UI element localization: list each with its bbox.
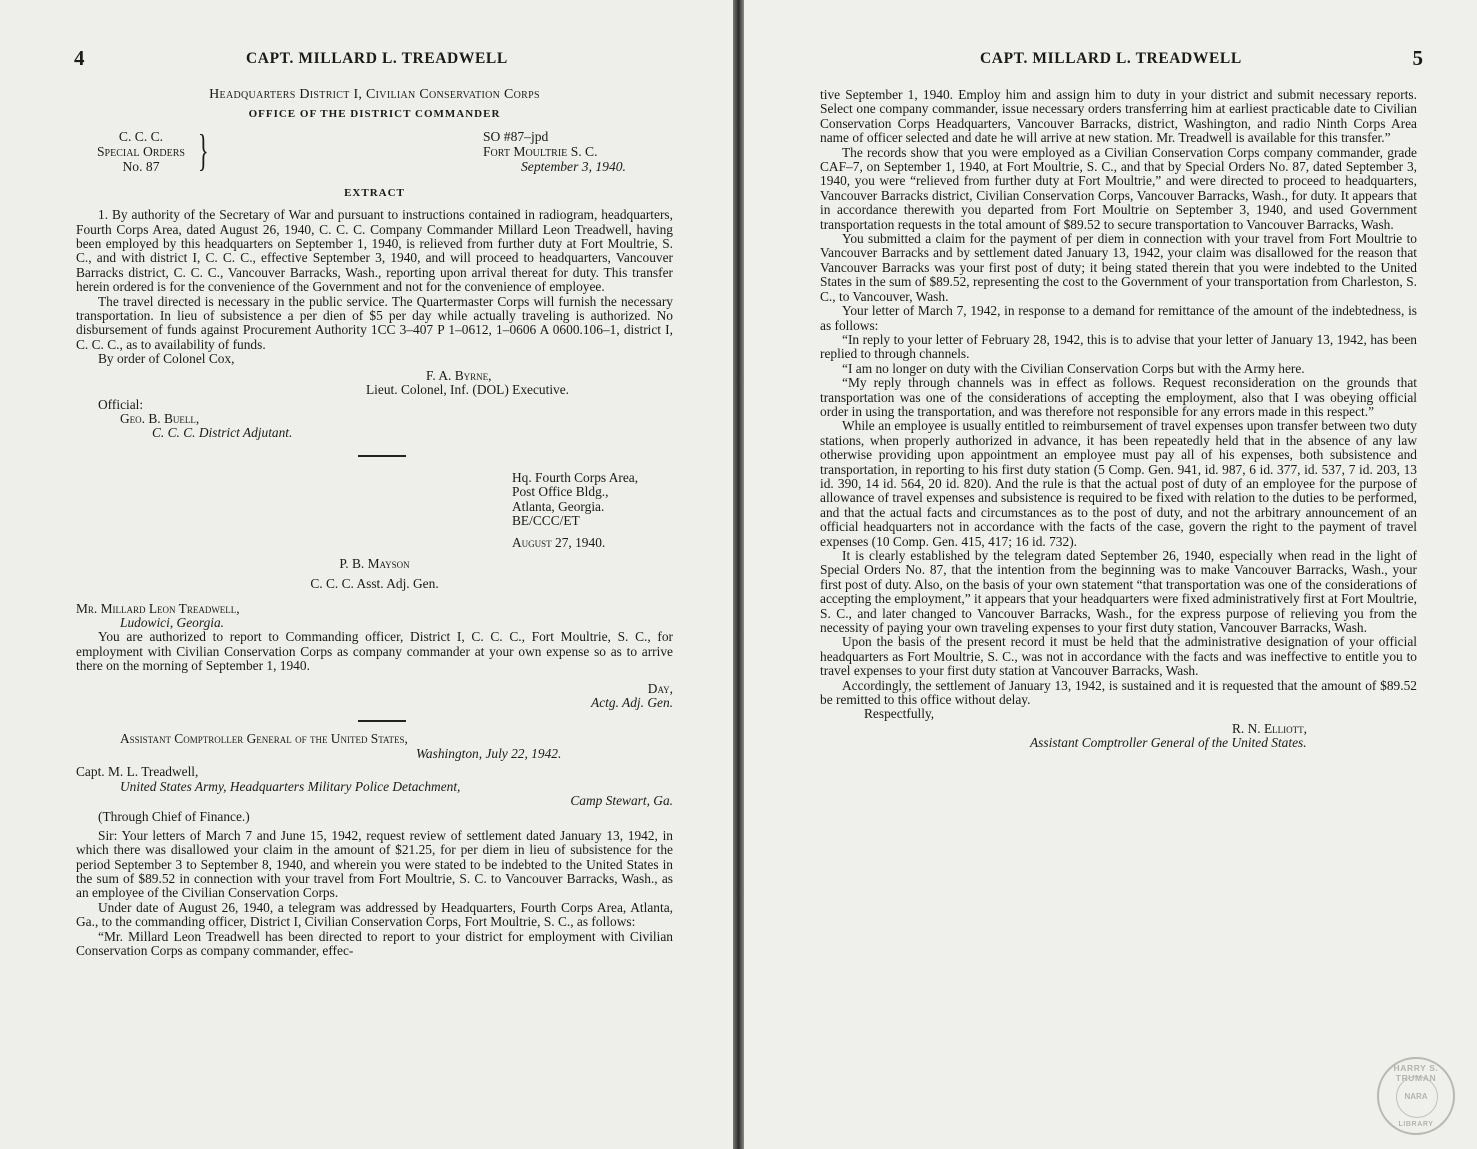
official-name: Geo. B. Buell, [120,410,200,426]
paragraph: “In reply to your letter of February 28, 1942, this is to advise that your letter of January 13, 1942, has been replied to through channels. [820,331,1417,362]
sender-title: C. C. C. Asst. Adj. Gen. [310,576,439,592]
special-orders-block [76,125,673,185]
address-line: BE/CCC/ET [512,512,580,528]
stamp-center-text: NARA [1404,1092,1428,1101]
comptroller-heading: Assistant Comptroller General of the United States, [120,731,408,747]
recipient-name: Capt. M. L. Treadwell, [76,764,199,780]
paragraph: Your letter of March 7, 1942, in response to a demand for remittance of the amount of the indebtedness, is as follows: [820,303,1417,333]
paragraph: You submitted a claim for the payment of per diem in connection with your travel from Fort Moultrie to Vancouver Barracks and by settlement dated January 13, 1942, your claim was disallowed for the reason that Vancouver Barracks was your first post of duty; it being stated therein that you were indebted to the United States in the sum of $89.52, representing the cost to the Government of your transportation from Charleston, S. C., to Vancouver, Wash. [820,231,1417,304]
orders-left-line: Special Orders [96,143,185,159]
address-line: Atlanta, Georgia. [512,498,605,514]
official-title: C. C. C. District Adjutant. [152,425,293,441]
left-running-head [74,46,673,74]
paragraph: “I am no longer on duty with the Civilian Conservation Corps but with the Army here. [842,360,1305,376]
address-line: Hq. Fourth Corps Area, [512,469,639,485]
section-rule [358,455,406,457]
right-running-head [820,46,1423,74]
paragraph: The records show that you were employed as a Civilian Conservation Corps company commander, grade CAF–7, on September 1, 1940, at Fort Moultrie, S. C., and that by Special Orders No. 87, dated September 3, 1940, you were “relieved from further duty at Fort Moultrie,” and were directed to proceed to headquarters, Vancouver Barracks district, Civilian Conservation Corps, Vancouver Barracks, Wash., for duty. It appears that in accordance therewith you departed from Fort Moultrie on September 3, 1940, and used Government transportation requests in the total amount of $89.52 to secure transportation to Vancouver Barracks, Wash. [820,144,1417,232]
orders-left-line: C. C. C. [118,128,164,144]
through-line: (Through Chief of Finance.) [98,809,250,825]
orders-right-line: September 3, 1940. [521,158,626,174]
paragraph: While an employee is usually entitled to reimbursement of travel expenses upon transfer between two duty stations, when properly authorized in advance, it has been repeatedly held that in the absence of any law otherwise providing upon appointment an employee must pay all of his expenses, both subsistence and transportation, in reporting to his first duty station (5 Comp. Gen. 941, id. 987, 6 id. 377, id. 537, 7 id. 203, 13 id. 390, 14 id. 564, 20 id. 820). And the rule is that the actual post of duty of an employee for the purpose of allowance of travel expenses and subsistence is required to be fixed with relation to the duties to be performed, and that the actual facts and circumstances as to the post of duty, and not the arbitrary announcement of an official headquarters not in accordance with the facts of the case, govern the right to the payment of travel expenses (10 Comp. Gen. 415, 417; 16 id. 732). [820,418,1417,549]
stamp-bottom-text: LIBRARY [1398,1121,1434,1128]
recipient-camp: Camp Stewart, Ga. [570,793,673,809]
signer-name: Day, [647,680,673,696]
addressee-place: Ludowici, Georgia. [120,614,225,630]
paragraph: 1. By authority of the Secretary of War and pursuant to instructions contained in radiogram, headquarters, Fourth Corps Area, dated August 26, 1940, C. C. C. Company Commander Millard Leon Treadwell, having been employed by this headquarters on September 1, 1940, is relieved from further duty at Fort Moultrie, S. C., and with district I, C. C. C., effective September 3, 1940, and will proceed to headquarters, Vancouver Barracks district, C. C. C., Vancouver Barracks, Wash., reporting upon arrival thereat for duty. This transfer herein ordered is for the convenience of the Government and not for the convenience of employee. [76,207,673,295]
headquarters-heading: Headquarters District I, Civilian Conservation Corps [209,87,540,102]
paragraph: Sir: Your letters of March 7 and June 15, 1942, request review of settlement dated January 13, 1942, in which there was disallowed your claim in the amount of $21.25, for per diem in lieu of subsistence for the period September 3 to September 8, 1940, and wherein you were stated to be indebted to the United States in the sum of $89.52 in connection with your travel from Fort Moultrie, S. C. to Vancouver Barracks, Wash., as an employee of the Civilian Conservation Corps. [76,827,673,901]
sender-name: P. B. Mayson [339,555,410,571]
closing: Respectfully, [864,706,935,722]
right-page [744,0,1477,1149]
recipient-unit: United States Army, Headquarters Military Police Detachment, [120,778,461,794]
right-page-number: 5 [1412,46,1423,70]
left-page [0,0,733,1149]
paragraph: Under date of August 26, 1940, a telegram was addressed by Headquarters, Fourth Corps Area, Atlanta, Ga., to the commanding officer, District I, Civilian Conservation Corps, Fort Moultrie, S. C., as follows: [76,899,673,930]
brace-glyph: } [198,125,209,175]
left-page-number: 4 [74,46,85,70]
signer-title: Lieut. Colonel, Inf. (DOL) Executive. [366,382,570,398]
orders-right-line: SO #87–jpd [483,128,549,144]
paragraph: The travel directed is necessary in the public service. The Quartermaster Corps will furnish the necessary transportation. In lieu of subsistence a per dien of $5 per day while actually traveling is authorized. No disbursement of funds against Procurement Authority 1CC 3–407 P 1–0612, 1–0606 A 0600.106–1, district I, C. C. C., as to availability of funds. [76,293,673,352]
paragraph: By order of Colonel Cox, [98,351,235,367]
right-body [820,88,1417,751]
paragraph: “My reply through channels was in effect as follows. Request reconsideration on the grounds that transportation was one of the considerations of accepting the employment, also that I was obeying official order in using the transportation, and was therefore not responsible for any errors made in this respect.” [820,375,1417,419]
comptroller-date: Washington, July 22, 1942. [416,745,562,761]
signer-name: F. A. Byrne, [426,367,492,383]
office-heading: OFFICE OF THE DISTRICT COMMANDER [248,108,501,121]
section-rule [358,720,406,722]
left-body [76,88,673,959]
address-line: Post Office Bldg., [512,484,609,500]
official-label: Official: [98,396,144,412]
signer-title: Actg. Adj. Gen. [591,695,673,710]
book-gutter [733,0,744,1149]
signer-name: R. N. Elliott, [1232,720,1308,736]
paragraph: You are authorized to report to Commanding officer, District I, C. C. C., Fort Moultrie, S. C., for employment with Civilian Conservation Corps as company commander at your own expense so as to arrive there on the morning of September 1, 1940. [76,629,673,674]
letter-date: August 27, 1940. [512,535,606,551]
orders-right-line: Fort Moultrie S. C. [483,143,598,159]
paragraph: Upon the basis of the present record it must be held that the administrative designation of your official headquarters as Fort Moultrie, S. C., was not in accordance with the facts and was ineffective to entitle you to travel expenses to your first duty station at Vancouver Barracks, Wash. [820,634,1417,679]
addressee-name: Mr. Millard Leon Treadwell, [76,600,240,616]
orders-right-column [483,129,673,174]
right-running-title: CAPT. MILLARD L. TREADWELL [980,50,1242,67]
address-block [512,471,673,529]
library-stamp [1377,1057,1455,1135]
paragraph: tive September 1, 1940. Employ him and assign him to duty in your district and submit necessary reports. Select one company commander, issue necessary orders transferring him at earliest practicable date to Civilian Conservation Corps Headquarters, Vancouver Barracks, district, Washington, and radio Ninth Corps Area name of officer selected and date he will arrive at new station. Mr. Treadwell is available for this transfer.” [820,87,1417,146]
extract-heading: EXTRACT [344,186,405,199]
orders-left-column [86,129,196,174]
paragraph: “Mr. Millard Leon Treadwell has been directed to report to your district for employment with Civilian Conservation Corps as company commander, effec- [76,928,673,959]
paragraph: Accordingly, the settlement of January 13, 1942, is sustained and it is requested that the amount of $89.52 be remitted to this office without delay. [820,677,1417,708]
left-running-title: CAPT. MILLARD L. TREADWELL [246,50,508,67]
signer-title: Assistant Comptroller General of the United States. [1030,735,1307,751]
stamp-top-text: HARRY S. TRUMAN [1393,1063,1439,1083]
paragraph: It is clearly established by the telegram dated September 26, 1940, especially when read in the light of Special Orders No. 87, that the intention from the beginning was to make Vancouver Barracks, Wash., your first post of duty. Also, on the basis of your own statement “that transportation was one of the considerations of accepting the employment,” it appears that your headquarters were fixed administratively first at Fort Moultrie, S. C., and later changed to Vancouver Barracks, Wash., for the express purpose of relieving you from the necessity of paying your own traveling expenses to your first duty station, Vancouver Barracks, Wash. [820,548,1417,636]
orders-left-line: No. 87 [122,158,160,174]
